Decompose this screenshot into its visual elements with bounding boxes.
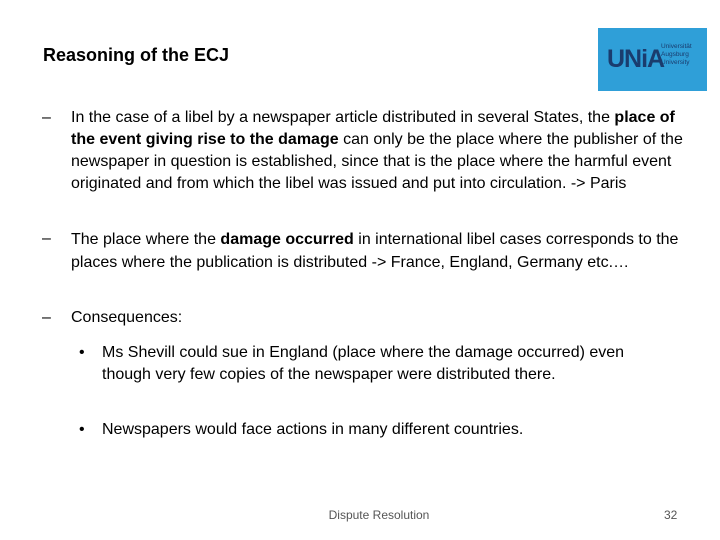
page-number: 32 — [664, 508, 678, 522]
bullet-consequences: Consequences: — [71, 309, 183, 326]
bullet-event-giving-rise: In the case of a libel by a newspaper article distributed in several States, the place of the event giving rise to the damage can only be the place where the publisher of the newspaper in question is established, since that is the place where the harmful event originated and from which the libel was issued and put into circulation. -> Paris — [71, 109, 683, 192]
sub-bullet-newspapers: Newspapers would face actions in many different countries. — [102, 421, 524, 438]
slide-title: Reasoning of the ECJ — [43, 45, 230, 65]
emphasis-text: place of the event giving rise to the damage — [71, 109, 675, 148]
bullet-marker: – — [42, 309, 51, 326]
bullet-damage-occurred: The place where the damage occurred in international libel cases corresponds to the places where the publication is distributed -> France, England, Germany etc.… — [71, 231, 679, 271]
logo-wordmark: UNiA — [607, 45, 665, 73]
logo-text: Universität Augsburg University — [661, 43, 692, 66]
slide-footer: Dispute Resolution — [328, 508, 430, 522]
sub-bullet-marker: • — [79, 344, 85, 361]
sub-bullet-marker: • — [79, 421, 85, 438]
sub-bullet-shevill: Ms Shevill could sue in England (place where the damage occurred) even though very few copies of the newspaper were distributed there. — [102, 344, 625, 383]
bullet-marker: – — [42, 230, 51, 247]
university-logo — [598, 28, 707, 91]
emphasis-text: damage occurred — [220, 231, 354, 248]
bullet-marker: – — [42, 109, 51, 126]
